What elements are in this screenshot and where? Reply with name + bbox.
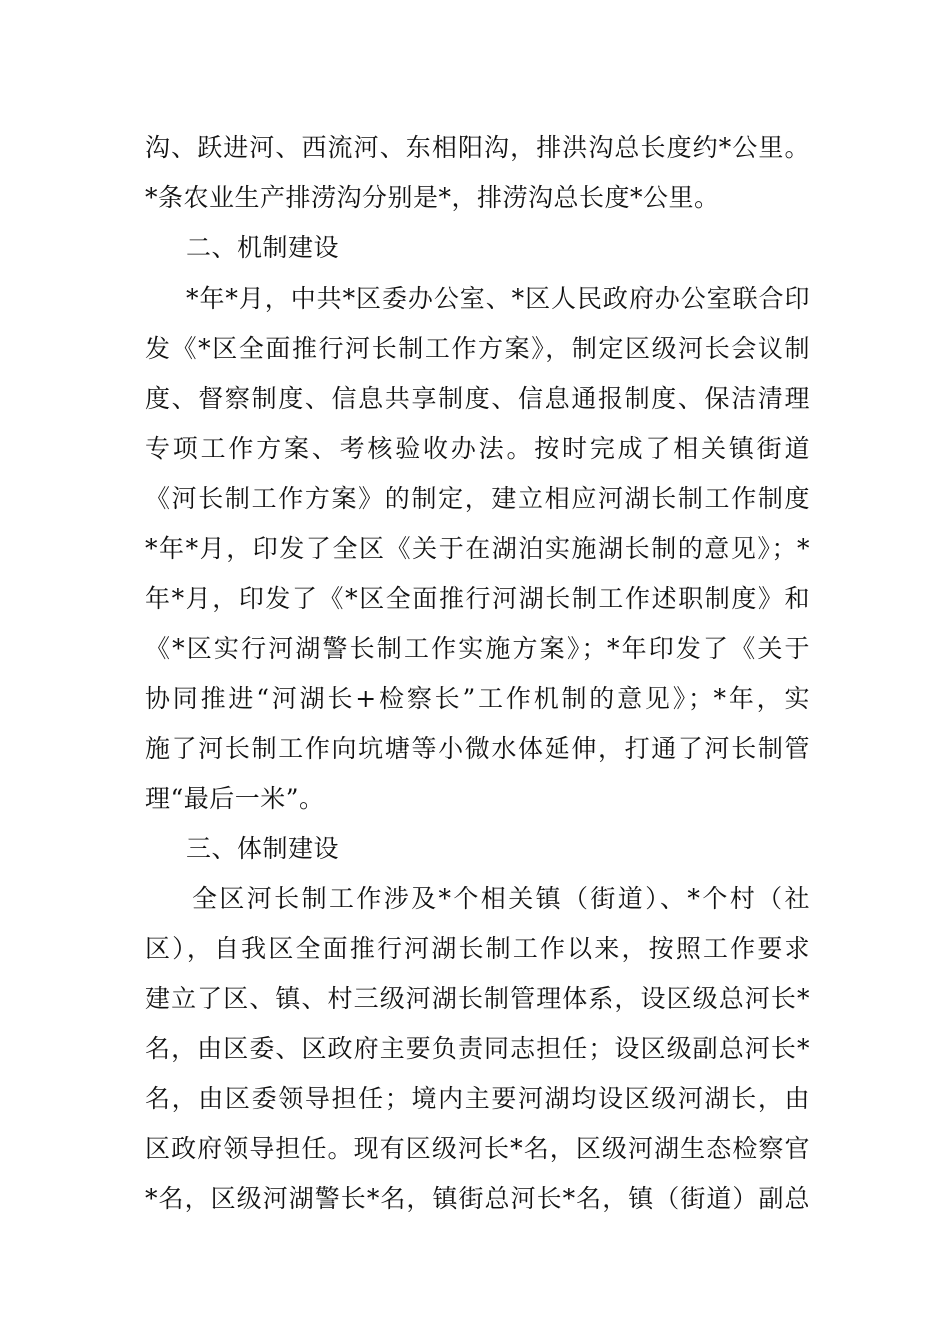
para3-line-3: 建立了区、镇、村三级河湖长制管理体系，设区级总河长* [145, 984, 810, 1013]
para2-line-8: 《*区实行河湖警长制工作实施方案》；*年印发了《关于 [145, 634, 810, 663]
para2-line-2: 发《*区全面推行河长制工作方案》，制定区级河长会议制 [145, 334, 810, 363]
para3-line-4: 名，由区委、区政府主要负责同志担任；设区级副总河长* [145, 1034, 810, 1063]
para2-line-4: 专项工作方案、考核验收办法。按时完成了相关镇街道 [145, 434, 810, 463]
para2-line-3: 度、督察制度、信息共享制度、信息通报制度、保洁清理 [145, 384, 810, 413]
para2-line-7: 年*月，印发了《*区全面推行河湖长制工作述职制度》和 [145, 584, 810, 613]
para3-line-1: 全区河长制工作涉及*个相关镇（街道）、*个村（社 [192, 884, 810, 913]
para3-line-7: *名，区级河湖警长*名，镇街总河长*名，镇（街道）副总 [145, 1184, 810, 1213]
para2-line-11: 理“最后一米”。 [145, 784, 325, 813]
section-heading-system: 三、体制建设 [186, 834, 340, 863]
para2-line-1: *年*月，中共*区委办公室、*区人民政府办公室联合印 [186, 284, 810, 313]
para2-line-5: 《河长制工作方案》的制定，建立相应河湖长制工作制度 [145, 484, 810, 513]
para2-line-10: 施了河长制工作向坑塘等小微水体延伸，打通了河长制管 [145, 734, 810, 763]
section-heading-mechanism: 二、机制建设 [186, 233, 340, 262]
para3-line-2: 区），自我区全面推行河湖长制工作以来，按照工作要求 [145, 934, 810, 963]
para2-line-6: *年*月，印发了全区《关于在湖泊实施湖长制的意见》；* [145, 534, 810, 563]
para3-line-6: 区政府领导担任。现有区级河长*名，区级河湖生态检察官 [145, 1134, 810, 1163]
para1-line-2: *条农业生产排涝沟分别是*，排涝沟总长度*公里。 [145, 183, 720, 212]
para3-line-5: 名，由区委领导担任；境内主要河湖均设区级河湖长，由 [145, 1084, 810, 1113]
para2-line-9: 协同推进“河湖长+检察长”工作机制的意见》；*年，实 [145, 684, 810, 713]
para1-line-1: 沟、跃进河、西流河、东相阳沟，排洪沟总长度约*公里。 [145, 133, 810, 162]
